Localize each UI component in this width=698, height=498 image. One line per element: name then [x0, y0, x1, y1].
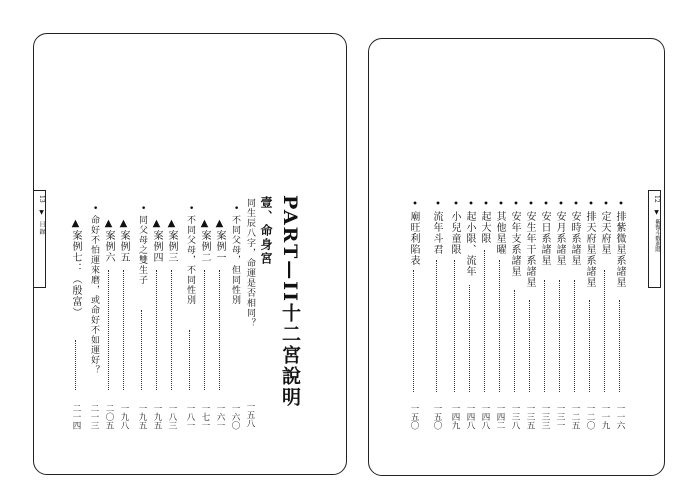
right-page-marker: ▼	[653, 209, 660, 216]
dot-leader	[604, 270, 605, 392]
dot-leader	[204, 270, 205, 390]
toc-page-number: 二一四	[71, 404, 81, 430]
dot-leader	[171, 270, 172, 390]
dot-leader	[219, 270, 220, 390]
toc-entry: • 其他星曜	[494, 200, 505, 256]
dot-leader	[156, 270, 157, 390]
toc-entry: • 定天府星	[599, 200, 610, 256]
toc-page-number: 一五〇	[432, 404, 442, 430]
toc-entry: ▲案例二	[199, 218, 210, 263]
toc-page-number: 一一九	[600, 404, 610, 430]
toc-page-number: 一五〇	[409, 404, 419, 430]
toc-page-number: 一二五	[570, 404, 580, 430]
dot-leader	[469, 285, 470, 392]
right-page-number: 12	[653, 195, 660, 203]
toc-page-number: 一三五	[525, 404, 535, 430]
dot-leader	[123, 270, 124, 390]
toc-page-number: 一三三	[540, 404, 550, 430]
toc-page-number: 一八三	[167, 404, 177, 430]
toc-page-number: 一七一	[200, 404, 210, 430]
dot-leader	[75, 340, 76, 390]
toc-entry: ▲案例四	[151, 218, 162, 263]
dot-leader	[454, 260, 455, 392]
dot-leader	[559, 280, 560, 392]
toc-entry: • 廟旺利陷表	[408, 200, 419, 267]
part-title: PART—II十二宮說明	[279, 195, 301, 409]
dot-leader	[529, 300, 530, 392]
toc-page-number: 一二〇	[585, 404, 595, 430]
dot-leader	[514, 290, 515, 392]
dot-leader	[189, 330, 190, 390]
dot-leader	[141, 310, 142, 390]
toc-entry: • 安日系諸星	[539, 200, 550, 267]
dot-leader	[544, 280, 545, 392]
left-page-marker: ▼	[38, 209, 45, 216]
left-page-tab	[33, 190, 46, 288]
toc-entry: ▲案例一	[214, 218, 225, 263]
toc-page-number: 一四二	[495, 404, 505, 430]
toc-page-number: 一三八	[510, 404, 520, 430]
toc-entry: • 起小限、流年	[464, 200, 475, 278]
toc-entry: • 不同父母，但同性別	[230, 205, 240, 306]
dot-leader	[619, 300, 620, 392]
toc-page-number: 二一三	[89, 404, 99, 430]
toc-entry: • 安月系諸星	[554, 200, 565, 267]
toc-entry: • 不同父母，不同性別	[185, 205, 195, 306]
chapter-title: 壹、命身宮	[259, 196, 273, 266]
toc-entry: ▲案例七：（殷富）	[70, 218, 81, 318]
toc-entry: • 流年斗君	[431, 200, 442, 256]
toc-page-number: 二〇五	[104, 404, 114, 430]
dot-leader	[484, 250, 485, 392]
toc-entry: 同生辰八字，命運是否相同？	[245, 198, 255, 328]
toc-page-number: 一四八	[480, 404, 490, 430]
toc-entry: • 排紫微星系諸星	[614, 200, 625, 289]
dot-leader	[589, 300, 590, 392]
dot-leader	[436, 260, 437, 392]
toc-entry: ▲案例三	[166, 218, 177, 263]
toc-entry: • 起大限	[479, 200, 490, 245]
right-page-tab	[648, 190, 661, 288]
left-section-label: 目 錄	[38, 221, 45, 235]
toc-entry: ▲案例六	[103, 218, 114, 263]
dot-leader	[413, 270, 414, 392]
toc-page-number: 一五八	[245, 402, 255, 428]
toc-entry: • 安時系諸星	[569, 200, 580, 267]
toc-page-number: 一六〇	[230, 404, 240, 430]
toc-entry: • 命好不怕運來磨，或命好不如運好？	[89, 205, 99, 376]
toc-page-number: 一九五	[152, 404, 162, 430]
toc-page-number: 一九八	[119, 404, 129, 430]
toc-page-number: 一三一	[555, 404, 565, 430]
toc-page-number: 一四九	[450, 404, 460, 430]
toc-page-number: 一四八	[465, 404, 475, 430]
toc-entry: • 安年支系諸星	[509, 200, 520, 278]
toc-page-number: 一六一	[215, 404, 225, 430]
toc-entry: • 排天府星系諸星	[584, 200, 595, 289]
left-page-number: 13	[38, 195, 45, 203]
dot-leader	[499, 260, 500, 392]
toc-entry: • 同父母之雙生子	[137, 205, 147, 286]
toc-page-number: 一一六	[615, 404, 625, 430]
right-section-label: 紫微斗數進階	[654, 219, 660, 252]
toc-entry: ▲案例五	[118, 218, 129, 263]
toc-entry: • 小兒童限	[449, 200, 460, 256]
toc-page-number: 一八一	[185, 404, 195, 430]
toc-entry: • 安生年干系諸星	[524, 200, 535, 289]
dot-leader	[574, 280, 575, 392]
dot-leader	[108, 270, 109, 390]
toc-page-number: 一九五	[137, 404, 147, 430]
